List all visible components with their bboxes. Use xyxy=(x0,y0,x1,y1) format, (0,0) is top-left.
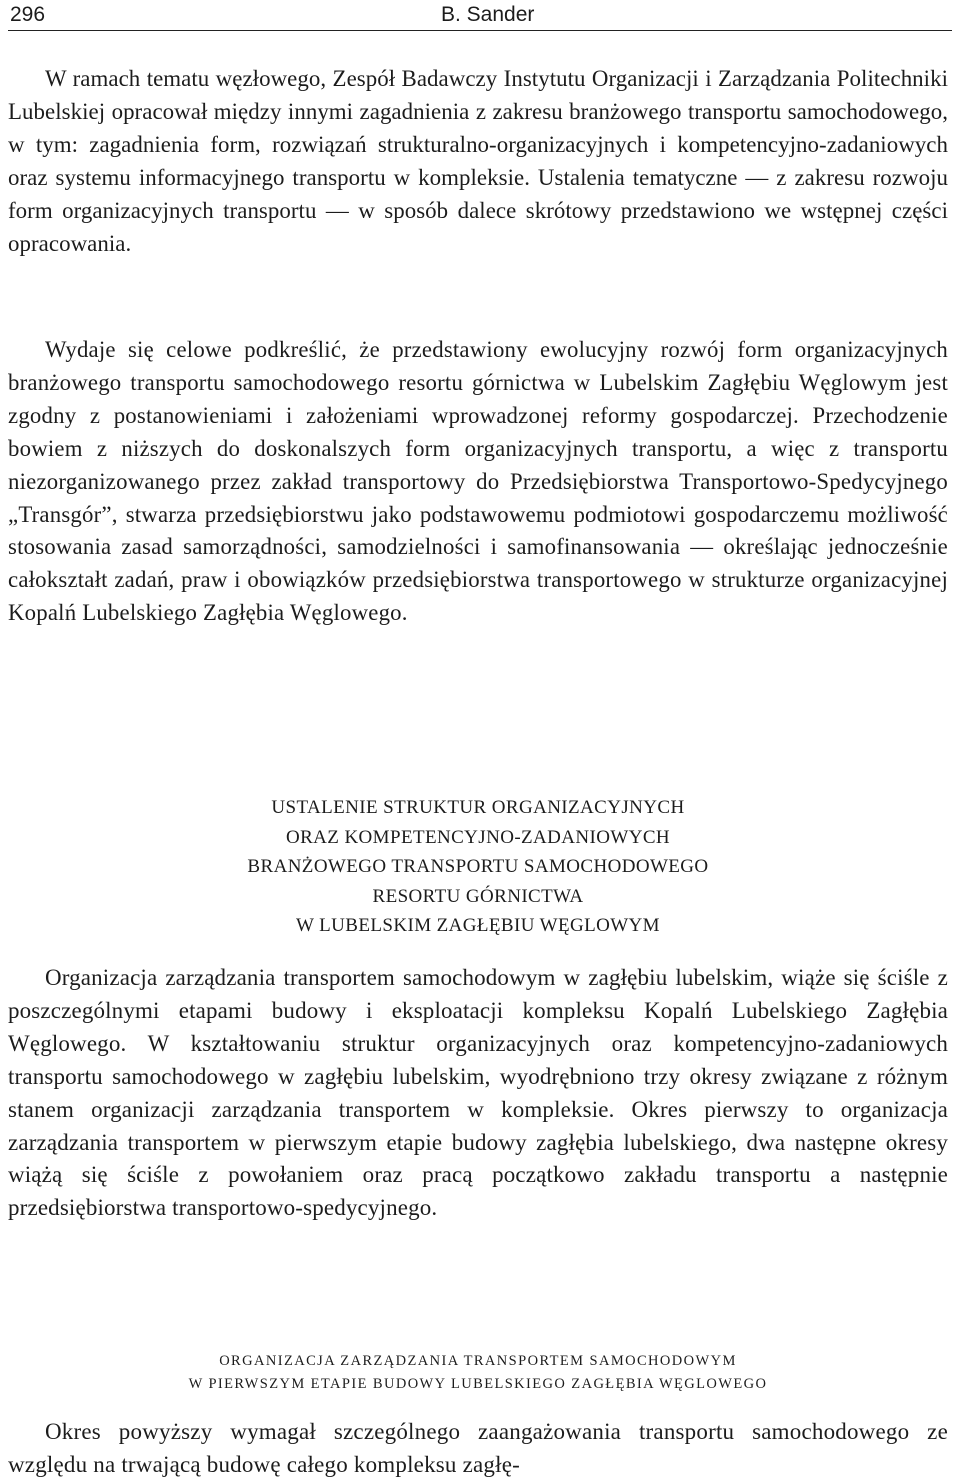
subsection-heading-line: ORGANIZACJA ZARZĄDZANIA TRANSPORTEM SAMOCHODOWYM xyxy=(219,1353,737,1369)
subsection-heading-line: W PIERWSZYM ETAPIE BUDOWY LUBELSKIEGO ZAGŁĘBIA WĘGLOWEGO xyxy=(188,1376,768,1392)
section-heading-line: USTALENIE STRUKTUR ORGANIZACYJNYCH xyxy=(271,797,685,818)
paragraph-reform: Wydaje się celowe podkreślić, że przedstawiony ewolucyjny rozwój form organizacyjnych branżowego transportu samochodowego resortu górnictwa w Lubelskim Zagłębiu Węglowym jest zgodny z postanowieniami i założeniami wprowadzonej reformy gospodarczej. Przechodzenie bowiem z niższych do doskonalszych form organizacyjnych transportu, a więc z transportu niezorganizowanego przez zakład transportowy do Przedsiębiorstwa Transportowo-Spedycyjnego „Transgór”, stwarza przedsiębiorstwu jako podstawowemu podmiotowi gospodarczemu możliwość stosowania zasad samorządności, samodzielności i samofinansowania — określając jednocześnie całokształt zadań, praw i obowiązków przedsiębiorstwa transportowego w strukturze organizacyjnej Kopalń Lubelskiego Zagłębia Węglowego. xyxy=(8,337,948,626)
paragraph-intro: W ramach tematu węzłowego, Zespół Badawczy Instytutu Organizacji i Zarządzania Politechniki Lubelskiej opracował między innymi zagadnienia z zakresu branżowego transportu samochodowego, w tym: zagadnienia form, rozwiązań strukturalno-organizacyjnych i kompetencyjno-zadaniowych oraz systemu informacyjnego transportu w kompleksie. Ustalenia tematyczne — z zakresu rozwoju form organizacyjnych transportu — w sposób dalece skrótowy przedstawiono we wstępnej części opracowania. xyxy=(8,66,948,256)
section-heading-line: RESORTU GÓRNICTWA xyxy=(372,885,584,907)
section-heading-structures xyxy=(8,793,948,941)
paragraph-organization: Organizacja zarządzania transportem samochodowym w zagłębiu lubelskim, wiąże się ściśle z poszczególnymi etapami budowy i eksploatacji kompleksu Kopalń Lubelskiego Zagłębia Węglowego. W kształtowaniu struktur organizacyjnych oraz kompetencyjno-zadaniowych transportu samochodowego w zagłębiu lubelskim, wyodrębniono trzy okresy związane z różnym stanem organizacji zarządzania transportem w kompleksie. Okres pierwszy to organizacja zarządzania transportem w pierwszym etapie budowy zagłębia lubelskiego, dwa następne okresy wiążą się ściśle z powołaniem oraz pracą początkowo zakładu transportu a następnie przedsiębiorstwa transportowo-spedycyjnego. xyxy=(8,965,948,1221)
subsection-heading-first-stage xyxy=(8,1350,948,1396)
section-heading-line: ORAZ KOMPETENCYJNO-ZADANIOWYCH xyxy=(285,826,671,848)
running-head-author: B. Sander xyxy=(441,3,535,26)
section-heading-line: BRANŻOWEGO TRANSPORTU SAMOCHODOWEGO xyxy=(247,856,709,877)
section-heading-line: W LUBELSKIM ZAGŁĘBIU WĘGLOWYM xyxy=(296,915,660,936)
page-number: 296 xyxy=(10,3,46,26)
paragraph-first-stage: Okres powyższy wymagał szczególnego zaangażowania transportu samochodowego ze względu na trwającą budowę całego kompleksu zagłę- xyxy=(8,1419,948,1477)
running-head xyxy=(8,0,952,31)
